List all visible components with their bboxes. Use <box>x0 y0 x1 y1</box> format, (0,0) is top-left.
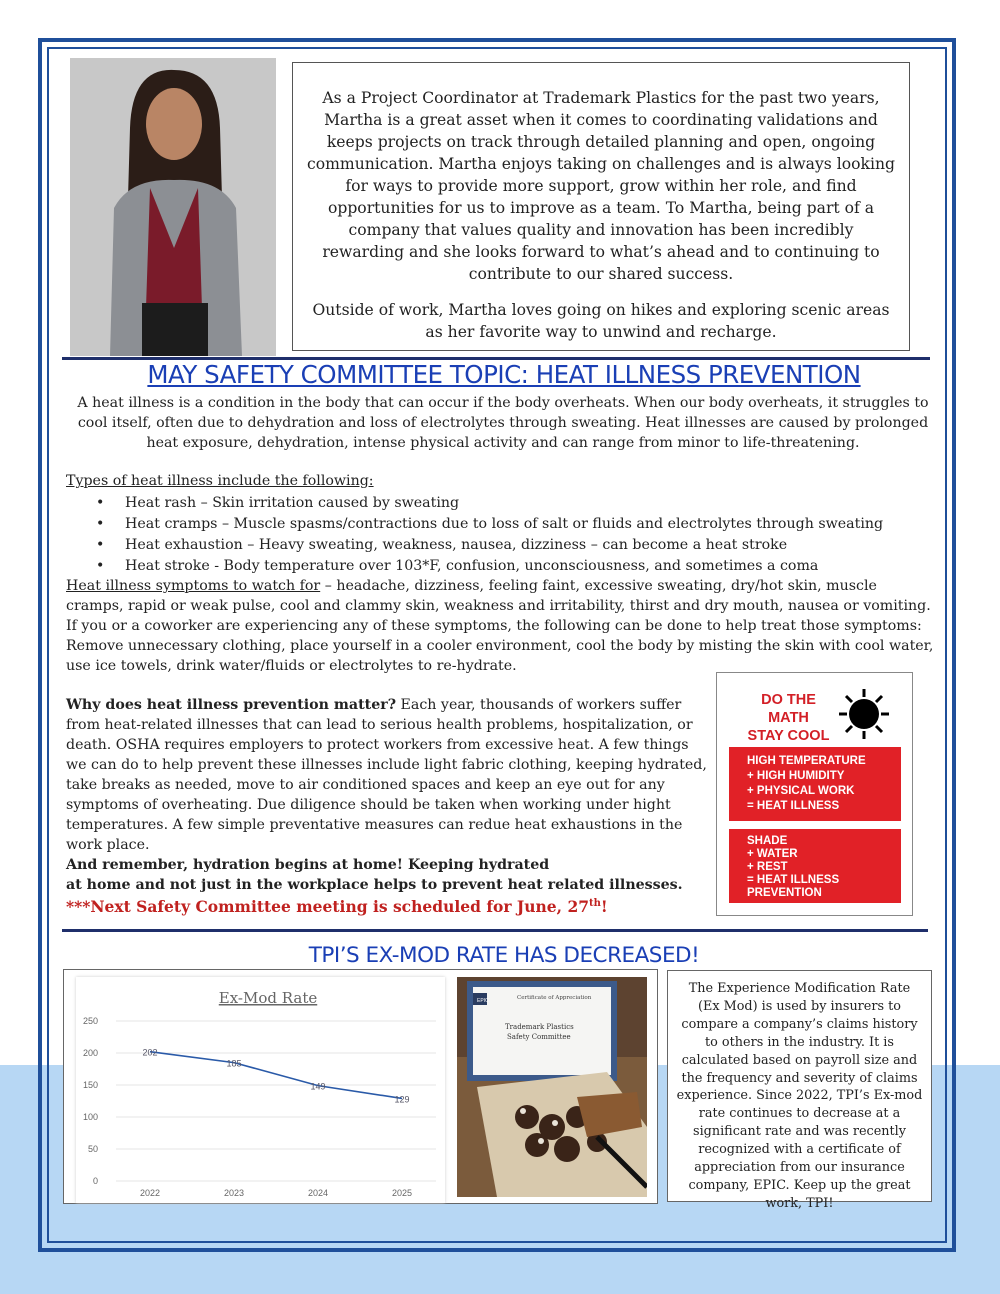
heat-illness-intro: A heat illness is a condition in the body that can occur if the body overheats. When our body overheats, it struggles to cool itself, often due to dehydration and loss of electrolytes through sweating. Heat illnesses are caused by prolonged heat exposure, dehydration, intense physical activity and can range from minor to life-threatening. <box>77 395 929 451</box>
list-item-text: Heat exhaustion – Heavy sweating, weakness, nausea, dizziness – can become a heat stroke <box>125 537 788 553</box>
x-tick-label: 2024 <box>307 1188 329 1198</box>
x-tick-label: 2025 <box>391 1188 413 1198</box>
exmod-chart-panel <box>76 977 445 1203</box>
y-tick-label: 0 <box>92 1176 98 1186</box>
y-tick-label: 50 <box>87 1144 98 1154</box>
certificate-logo: EPIC <box>477 998 489 1004</box>
poster-line: + HIGH HUMIDITY <box>747 770 845 782</box>
data-label: 149 <box>310 1081 326 1092</box>
bullet-icon: • <box>96 495 105 511</box>
bio-paragraph: As a Project Coordinator at Trademark Plastics for the past two years, Martha is a great asset when it comes to coordinating validations and keeps projects on track through detailed planning and open, ongoing communication. Martha enjoys taking on challenges and is always looking for ways to provide more support, grow within her role, and find opportunities for us to improve as a team. To Martha, being part of a company that values quality and innovation has been incredibly rewarding and she looks forward to what’s ahead and to continuing to contribute to our shared success. <box>307 89 895 283</box>
poster-equation-heat-illness <box>729 747 901 821</box>
poster-line: = HEAT ILLNESS <box>747 800 840 812</box>
symptoms-text: – headache, dizziness, feeling faint, excessive sweating, dry/hot skin, muscle cramps, rapid or weak pulse, cool and clammy skin, weakness and irritability, thirst and dry mouth, nausea or vomiting. <box>66 578 931 614</box>
poster-title <box>731 691 846 745</box>
why-prevention-section <box>66 695 708 895</box>
bullet-icon: • <box>96 558 105 574</box>
symptoms-section <box>66 576 936 676</box>
next-meeting-notice <box>66 897 608 916</box>
exmod-description: The Experience Modification Rate (Ex Mod) is used by insurers to compare a company’s claims history to others in the industry. It is calculated based on payroll size and the frequency and severity of claims experience. Since 2022, TPI’s Ex-mod rate continues to decrease at a significant rate and was recently recognized with a certificate of appreciation from our insurance company, EPIC. Keep up the great work, TPI! <box>667 970 932 1202</box>
data-label: 129 <box>394 1094 410 1105</box>
next-meeting-text: ***Next Safety Committee meeting is scheduled for June, 27 <box>66 897 590 916</box>
certificate-title: Certificate of Appreciation <box>517 995 592 1001</box>
exmod-line-chart <box>76 977 445 1203</box>
certificate-line: Trademark Plastics <box>505 1023 574 1031</box>
treatment-text: If you or a coworker are experiencing any of these symptoms, the following can be done to help treat those symptoms: Remove unnecessary clothing, place yourself in a cooler environment, cool the body by misting the skin with cool water, use ice towels, drink water/fluids or electrolytes to re-hydrate. <box>66 618 934 674</box>
y-tick-label: 250 <box>82 1016 98 1026</box>
employee-bio-box <box>292 62 910 351</box>
exmod-heading: TPI’S EX-MOD RATE HAS DECREASED! <box>308 943 700 968</box>
certificate-photo <box>457 977 647 1197</box>
next-meeting-end: ! <box>600 897 608 916</box>
list-item-text: Heat stroke - Body temperature over 103*F, confusion, unconsciousness, and sometimes a coma <box>125 558 819 574</box>
bullet-icon: • <box>96 516 105 532</box>
sun-icon <box>837 687 891 741</box>
y-tick-label: 150 <box>82 1080 98 1090</box>
poster-title-line: DO THE <box>761 692 816 708</box>
list-item-text: Heat cramps – Muscle spasms/contractions due to loss of salt or fluids and electrolytes through sweating <box>125 516 884 532</box>
poster-line: SHADE <box>747 835 788 847</box>
types-list <box>66 493 883 577</box>
remember-line: And remember, hydration begins at home! Keeping hydrated <box>66 857 550 873</box>
employee-photo <box>70 58 276 356</box>
bullet-icon: • <box>96 537 105 553</box>
poster-equation-prevention <box>729 829 901 903</box>
poster-line: + REST <box>747 861 788 873</box>
data-label: 185 <box>226 1058 242 1069</box>
poster-line: HIGH TEMPERATURE <box>747 755 866 767</box>
list-item <box>66 514 883 535</box>
poster-title-line: STAY COOL <box>747 728 830 744</box>
safety-topic-heading: MAY SAFETY COMMITTEE TOPIC: HEAT ILLNESS PREVENTION <box>147 360 861 389</box>
symptoms-label: Heat illness symptoms to watch for <box>66 578 321 594</box>
list-item <box>66 535 883 556</box>
why-text: Each year, thousands of workers suffer from heat-related illnesses that can lead to serious health problems, hospitalization, or death. OSHA requires employers to protect workers from excessive heat. A few things we can do to help prevent these illnesses include light fabric clothing, keeping hydrated, take breaks as needed, move to air conditioned spaces and keep an eye out for any symptoms of overheating. Due diligence should be taken when working under hight temperatures. A few simple preventative measures can redue heat exhaustions in the work place. <box>66 697 707 853</box>
certificate-line: Safety Committee <box>507 1033 571 1041</box>
poster-line: = HEAT ILLNESS <box>747 874 840 886</box>
y-tick-label: 200 <box>82 1048 98 1058</box>
next-meeting-suffix: th <box>589 897 601 909</box>
series-line <box>150 1052 402 1099</box>
remember-line: at home and not just in the workplace helps to prevent heat related illnesses. <box>66 877 683 893</box>
poster-title-line: MATH <box>768 710 809 726</box>
data-label: 202 <box>142 1047 158 1058</box>
x-tick-label: 2022 <box>139 1188 161 1198</box>
poster-line: + WATER <box>747 848 798 860</box>
list-item <box>66 493 883 514</box>
x-tick-label: 2023 <box>223 1188 245 1198</box>
list-item-text: Heat rash – Skin irritation caused by sweating <box>125 495 460 511</box>
chart-title: Ex-Mod Rate <box>218 989 318 1007</box>
list-item <box>66 556 883 577</box>
y-tick-label: 100 <box>82 1112 98 1122</box>
poster-line: + PHYSICAL WORK <box>747 785 855 797</box>
bio-paragraph: Outside of work, Martha loves going on hikes and exploring scenic areas as her favorite way to unwind and recharge. <box>312 301 890 341</box>
types-heading: Types of heat illness include the following: <box>66 473 374 489</box>
section-divider <box>62 929 928 932</box>
stay-cool-poster <box>716 672 913 916</box>
why-question: Why does heat illness prevention matter? <box>66 697 397 713</box>
poster-line: PREVENTION <box>747 887 822 899</box>
